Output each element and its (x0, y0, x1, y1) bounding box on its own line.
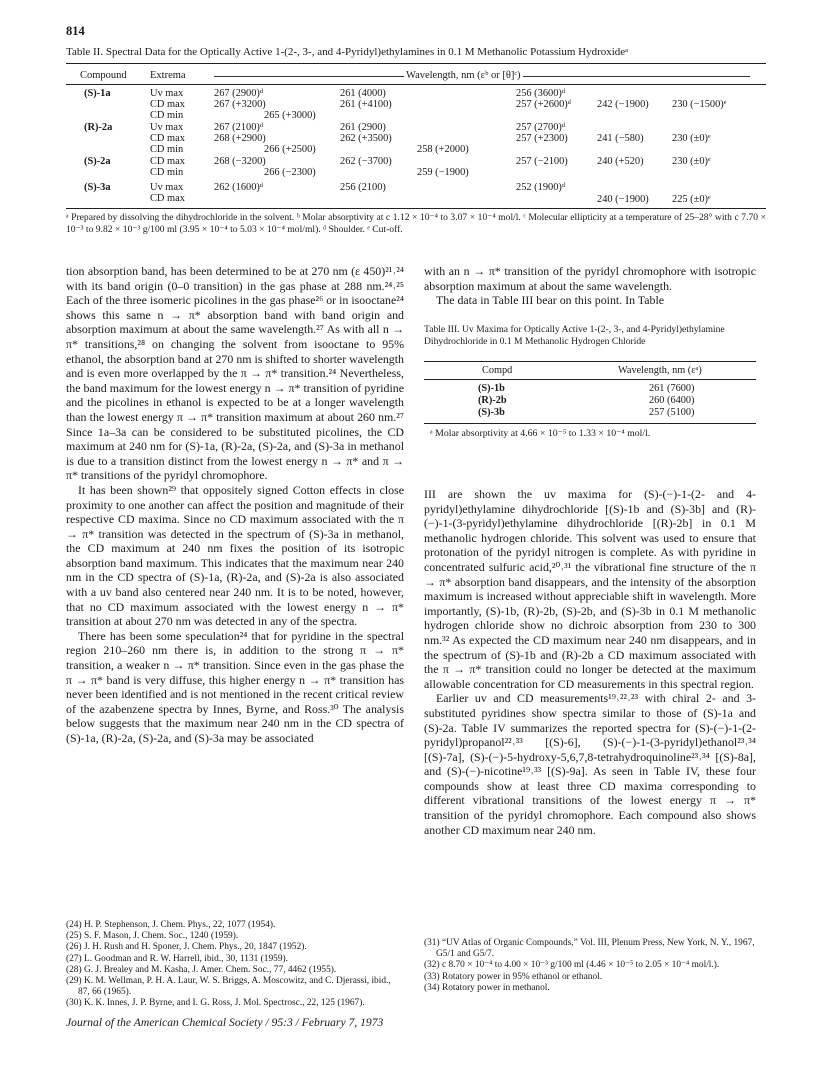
paragraph: It has been shown²⁹ that oppositely signed Cotton effects in close proximity to one another can affect the position and magnitude of their respective CD maxima. Since no CD maximum associated with the π → π* transition was detected in the spectrum of (S)-3a in methanol, the CD maximum at 240 nm fixes the position of its isotropic absorption band maximum. This indicates that the maximum near 240 nm in the CD spectra of (S)-1a, (R)-2a, and (S)-2a is also associated with a uv band also centered near 240 nm. It is to be noted, however, that no CD maximum associated with the lowest energy n → π* transition at about 270 nm was detected in any of the spectra. (66, 482, 404, 629)
table-cell: 256 (2100) (340, 182, 386, 193)
table2-col-compound: Compound (80, 70, 127, 81)
table-cell-compound: (R)-2a (84, 122, 113, 133)
table2-title: Table II. Spectral Data for the Optically Active 1-(2-, 3-, and 4-Pyridyl)ethylamines in 0.1 M Methanolic Potassium Hydroxideᵃ (66, 46, 629, 58)
table-cell: 268 (−3200) (214, 156, 266, 167)
table2-col-wavelength: Wavelength, nm (εᵇ or [θ]ᶜ) (406, 70, 521, 81)
table-cell-compound: (S)-3b (478, 407, 505, 418)
table-cell: 230 (±0)ᵉ (672, 133, 711, 144)
table-cell: 230 (±0)ᵉ (672, 156, 711, 167)
table-cell: 261 (+4100) (340, 99, 392, 110)
table-cell: 242 (−1900) (597, 99, 649, 110)
table-cell: 241 (−580) (597, 133, 644, 144)
table-cell: 259 (−1900) (417, 167, 469, 178)
table-cell: 261 (2900) (340, 122, 386, 133)
table-cell: 258 (+2000) (417, 144, 469, 155)
table-cell-extrema: CD max (150, 133, 185, 144)
table-cell: 267 (2100)ᵈ (214, 122, 264, 133)
table-cell-extrema: CD min (150, 167, 184, 178)
reference: (32) c 8.70 × 10⁻⁴ to 4.00 × 10⁻³ g/100 ml (4.46 × 10⁻⁵ to 2.05 × 10⁻⁴ mol/l.). (424, 960, 720, 971)
table-cell: 240 (−1900) (597, 194, 649, 205)
table-cell: 268 (+2900) (214, 133, 266, 144)
table3-top-rule (424, 361, 756, 362)
table-cell-compound: (S)-1a (84, 88, 111, 99)
table-cell: 257 (+2600)ᵈ (516, 99, 571, 110)
right-column-bottom-text (424, 487, 756, 837)
table-cell: 257 (−2100) (516, 156, 568, 167)
right-column-top-text (424, 264, 756, 308)
table-cell: 266 (+2500) (264, 144, 316, 155)
reference: (29) K. M. Wellman, P. H. A. Laur, W. S. Briggs, A. Moscowitz, and C. Djerassi, ibid., 87, 66 (1965). (66, 976, 391, 998)
table-cell-compound: (S)-1b (478, 383, 505, 394)
table-cell: 262 (+3500) (340, 133, 392, 144)
table3-bottom-rule (424, 423, 756, 424)
table-cell-compound: (S)-3a (84, 182, 111, 193)
table3-col-compd: Compd (482, 365, 513, 376)
paragraph: There has been some speculation²⁴ that for pyridine in the spectral region 210–260 nm there is, in addition to the strong π → π* transition, a weaker n → π* transition. Since even in the gas phase the π → π* band is very diffuse, this higher energy n → π* transition has never been identified and is not mentioned in the recent critical review of the azabenzene spectra by Innes, Byrne, and Ross.³⁰ The analysis below suggests that the maximum near 240 nm in the CD spectra of (S)-1a, (R)-2a, (S)-2a, and (S)-3a may be associated (66, 628, 404, 745)
table-cell-extrema: CD max (150, 99, 185, 110)
table-cell: 266 (−2300) (264, 167, 316, 178)
paragraph: III are shown the uv maxima for (S)-(−)-1-(2- and 4-pyridyl)ethylamine dihydrochloride [(S)-1b and (S)-3b] and (R)-(−)-1-(3-pyridyl)ethylamine dihydrochloride [(R)-2b] in 0.1 M methanolic hydrogen chloride. This solvent was used to ensure that protonation of the pyridyl nitrogen is complete. As with pyridine in concentrated sulfuric acid,²⁰˒³¹ the vibrational fine structure of the π → π* absorption band disappears, and the intensity of the absorption maximum is increased without appreciable shift in wavelength. More importantly, (S)-1b, (R)-2b, (S)-2b, and (S)-3b in 0.1 M methanolic hydrogen chloride show no dichroic absorption from 230 to 300 nm.³² As expected the CD maximum near 240 nm disappears, and in the spectrum of (S)-1b and (R)-2b a CD maximum associated with the π → π* transition could no longer be detected at the maximum allowable concentration for CD measurements in this spectral region. (424, 487, 756, 691)
table-cell: 252 (1900)ᵈ (516, 182, 566, 193)
table-cell: 230 (−1500)ᵉ (672, 99, 727, 110)
reference: (27) L. Goodman and R. W. Harrell, ibid., 30, 1131 (1959). (66, 953, 289, 964)
table-cell-extrema: CD max (150, 156, 185, 167)
reference: (24) H. P. Stephenson, J. Chem. Phys., 22, 1077 (1954). (66, 920, 276, 930)
table-cell-compound: (S)-2a (84, 156, 111, 167)
table3-col-wavelength: Wavelength, nm (εᵃ) (618, 365, 702, 376)
table-cell: 261 (4000) (340, 88, 386, 99)
paragraph: The data in Table III bear on this point. In Table (436, 293, 665, 308)
paragraph: with an n → π* transition of the pyridyl chromophore with isotropic absorption maximum at about the same wavelength. (424, 264, 756, 293)
reference: (26) J. H. Rush and H. Sponer, J. Chem. Phys., 20, 1847 (1952). (66, 942, 307, 953)
paragraph: tion absorption band, has been determined to be at 270 nm (ε 450)²¹˒²⁴ with its band origin (0–0 transition) in the gas phase at 288 nm.²⁴˒²⁵ Each of the three isomeric picolines in the gas phase²⁶ or in isooctane²⁴ shows this same n → π* absorption band with band origin and absorption maximum at about the same wavelength.²⁷ As with all n → π* transitions,²⁸ on changing the solvent from isooctane to 95% ethanol, the absorption band at 270 nm is shifted to shorter wavelength and is even more overlapped by the π → π* transition.²⁴ Nevertheless, the band maximum for the lowest energy n → π* transition of pyridine and the picolines in ethanol is expected to be at a longer wavelength than the lowest energy π → π* transition maximum at about 260 nm.²⁷ Since 1a–3a can be considered to be substituted picolines, the CD maximum at 240 nm for (S)-1a, (R)-2a, (S)-2a, and (S)-3a in methanol is due to a transition distinct from the lowest energy n → π* and π → π* transitions of the pyridyl chromophore. (66, 264, 404, 483)
table-cell: 267 (+3200) (214, 99, 266, 110)
table2-bottom-rule (66, 208, 766, 209)
table2-top-rule (66, 63, 766, 64)
table-cell-extrema: Uv max (150, 122, 184, 133)
table-cell: 267 (2900)ᵈ (214, 88, 264, 99)
table-cell-extrema: CD min (150, 110, 184, 121)
table-cell: 256 (3600)ᵈ (516, 88, 566, 99)
table3-title: Table III. Uv Maxima for Optically Active 1-(2-, 3-, and 4-Pyridyl)ethylamine Dihydrochloride in 0.1 M Methanolic Hydrogen Chloride (424, 324, 725, 347)
table-cell: 265 (+3000) (264, 110, 316, 121)
table3-header-rule (424, 379, 756, 380)
table3-footnote: ᵃ Molar absorptivity at 4.66 × 10⁻⁵ to 1.33 × 10⁻⁴ mol/l. (430, 428, 651, 439)
paragraph: Earlier uv and CD measurements¹⁹˒²²˒²³ with chiral 2- and 3-substituted pyridines show spectra similar to those of (S)-1a and (S)-2a. Table IV summarizes the reported spectra for (S)-(−)-1-(2-pyridyl)propanol²²˒³³ [(S)-6], (S)-(−)-1-(3-pyridyl)ethanol²³˒³⁴ [(S)-7a], (S)-(−)-5-hydroxy-5,6,7,8-tetrahydroquinoline²³˒³⁴ [(S)-8a], and (S)-(−)-nicotine¹⁹˒³³ [(S)-9a]. As seen in Table IV, these four compounds show at least three CD maxima corresponding to different vibrational transitions of the lowest energy π → π* transition of the pyridyl chromophore. Each compound also shows another CD maximum near 240 nm. (424, 691, 756, 837)
table2-footnote: ᵃ Prepared by dissolving the dihydrochloride in the solvent. ᵇ Molar absorptivity at c 1.12 × 10⁻⁴ to 3.07 × 10⁻⁴ mol/l. ᶜ Molecular ellipticity at a temperature of 25–28° with c 7.70 × 10⁻³ to 9.82 × 10⁻³ g/100 ml (3.95 × 10⁻⁴ to 5.03 × 10⁻⁴ mol/ml). ᵈ Shoulder. ᵉ Cut-off. (66, 212, 766, 235)
reference: (31) “UV Atlas of Organic Compounds,” Vol. III, Plenum Press, New York, N. Y., 1967, G5/1 and G5/7. (424, 938, 755, 960)
table2-col-wavelength-span (214, 70, 754, 82)
table-cell-extrema: CD min (150, 144, 184, 155)
reference: (34) Rotatory power in methanol. (424, 982, 550, 993)
reference: (30) K. K. Innes, J. P. Byrne, and I. G. Ross, J. Mol. Spectrosc., 22, 125 (1967). (66, 998, 365, 1009)
left-references (66, 920, 404, 1010)
table2-header-rule (66, 84, 766, 85)
page-number: 814 (66, 24, 85, 38)
table-cell: 261 (7600) (649, 383, 695, 394)
table-cell: 240 (+520) (597, 156, 644, 167)
table-cell-extrema: Uv max (150, 88, 184, 99)
table-cell: 262 (−3700) (340, 156, 392, 167)
table-cell: 257 (+2300) (516, 133, 568, 144)
reference: (28) G. J. Brealey and M. Kasha, J. Amer. Chem. Soc., 77, 4462 (1955). (66, 964, 337, 975)
table-cell: 260 (6400) (649, 395, 695, 406)
journal-footer: Journal of the American Chemical Society / 95:3 / February 7, 1973 (66, 1016, 384, 1029)
left-column-text (66, 264, 404, 746)
reference: (33) Rotatory power in 95% ethanol or ethanol. (424, 971, 603, 982)
table-cell-extrema: CD max (150, 193, 185, 204)
table-cell-compound: (R)-2b (478, 395, 507, 406)
right-references (424, 938, 756, 994)
table-cell-extrema: Uv max (150, 182, 184, 193)
table-cell: 262 (1600)ᵈ (214, 182, 264, 193)
table2-col-extrema: Extrema (150, 70, 186, 81)
table-cell: 225 (±0)ᵉ (672, 194, 711, 205)
table-cell: 257 (2700)ᵈ (516, 122, 566, 133)
table-cell: 257 (5100) (649, 407, 695, 418)
reference: (25) S. F. Mason, J. Chem. Soc., 1240 (1959). (66, 931, 239, 942)
